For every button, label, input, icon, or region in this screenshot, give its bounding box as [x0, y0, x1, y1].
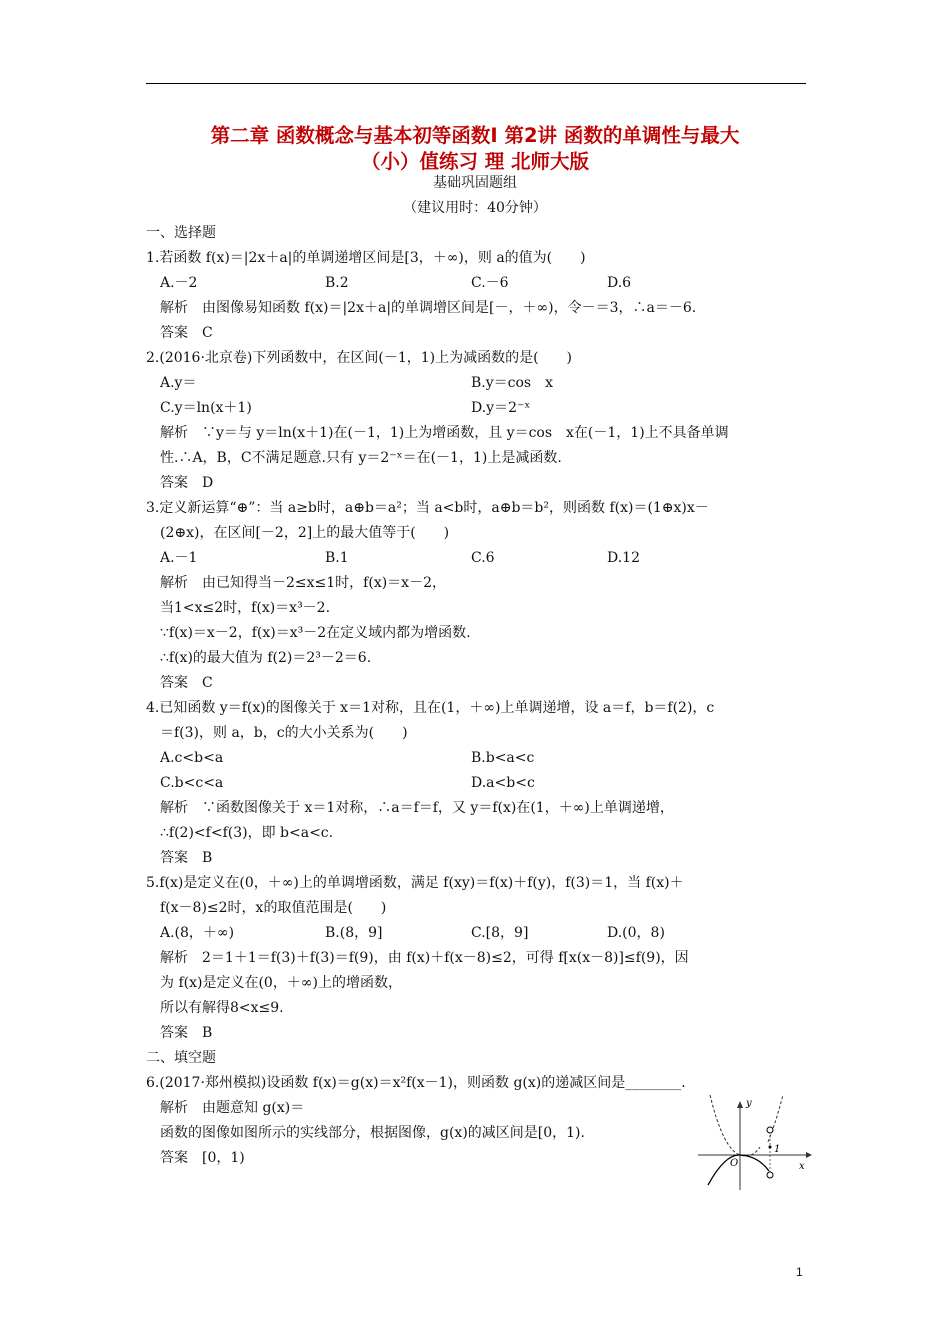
function-graph — [690, 1092, 815, 1192]
solution-text: 解析 ∵函数图像关于 x＝1对称，∴a＝f＝f，又 y＝f(x)在(1，＋∞)上单调递增， — [160, 800, 674, 816]
open-point — [767, 1127, 773, 1133]
page-number: 1 — [796, 1265, 803, 1279]
open-point — [767, 1172, 773, 1178]
question-text: 4.已知函数 y＝f(x)的图像关于 x＝1对称，且在(1，＋∞)上单调递增，设 a＝f，b＝f(2)，c — [146, 700, 715, 716]
option: A.c<b<a — [160, 750, 224, 766]
dashed-curve-right — [768, 1095, 783, 1142]
time-note: （建议用时：40分钟） — [403, 200, 547, 216]
option: D.a<b<c — [471, 775, 535, 791]
solution-text: 所以有解得8<x≤9. — [160, 1000, 284, 1016]
solid-curve — [708, 1155, 769, 1185]
x-axis-label: x — [799, 1161, 805, 1172]
closed-point — [769, 1146, 772, 1149]
option: C.[8，9] — [471, 925, 529, 941]
option: D.(0，8) — [607, 925, 665, 941]
dashed-curve-left — [710, 1095, 760, 1156]
question-text: f(x－8)≤2时，x的取值范围是( ) — [160, 900, 387, 916]
solution-text: ∴f(x)的最大值为 f(2)＝2³－2＝6. — [160, 650, 372, 666]
solution-text: 函数的图像如图所示的实线部分，根据图像，g(x)的减区间是[0，1). — [160, 1125, 585, 1141]
tick-label-1: 1 — [774, 1144, 781, 1155]
answer-text: 答案 B — [160, 850, 213, 866]
option: D.y＝2⁻ˣ — [471, 400, 531, 416]
section-heading: 二、填空题 — [146, 1050, 216, 1066]
question-text: 1.若函数 f(x)＝|2x＋a|的单调递增区间是[3，＋∞)，则 a的值为( ) — [146, 250, 586, 266]
solution-text: ∵f(x)＝x－2，f(x)＝x³－2在定义域内都为增函数. — [160, 625, 471, 641]
question-text: ＝f(3)，则 a，b，c的大小关系为( ) — [160, 725, 408, 741]
solution-text: ∴f(2)<f<f(3)，即 b<a<c. — [160, 825, 334, 841]
solution-text: 解析 ∵y＝与 y＝ln(x＋1)在(－1，1)上为增函数，且 y＝cos x在(－1，1)上不具备单调 — [160, 425, 729, 441]
answer-text: 答案 C — [160, 675, 213, 691]
option: D.6 — [607, 275, 632, 291]
y-axis-label: y — [746, 1098, 752, 1109]
question-text: 2.(2016·北京卷)下列函数中，在区间(－1，1)上为减函数的是( ) — [146, 350, 573, 366]
question-text: 3.定义新运算“⊕”：当 a≥b时，a⊕b＝a²；当 a<b时，a⊕b＝b²，则函数 f(x)＝(1⊕x)x－ — [146, 500, 709, 516]
solution-text: 解析 由题意知 g(x)＝ — [160, 1100, 305, 1116]
option: A.－1 — [160, 550, 198, 566]
option: B.(8，9] — [325, 925, 383, 941]
solution-text: 当1<x≤2时，f(x)＝x³－2. — [160, 600, 331, 616]
option: B.2 — [325, 275, 349, 291]
solution-text: 解析 由已知得当－2≤x≤1时，f(x)＝x－2， — [160, 575, 446, 591]
question-text: (2⊕x)，在区间[－2，2]上的最大值等于( ) — [160, 525, 450, 541]
x-arrow-icon — [806, 1152, 812, 1158]
solution-text: 解析 2＝1＋1＝f(3)＋f(3)＝f(9)，由 f(x)＋f(x－8)≤2，可得 f[x(x－8)]≤f(9)，因 — [160, 950, 689, 966]
solution-text: 为 f(x)是定义在(0，＋∞)上的增函数， — [160, 975, 402, 991]
option: B.y＝cos x — [471, 375, 553, 391]
answer-text: 答案 D — [160, 475, 214, 491]
question-text: 6.(2017·郑州模拟)设函数 f(x)＝g(x)＝x²f(x－1)，则函数 g(x)的递减区间是________. — [146, 1075, 686, 1091]
header-rule — [146, 83, 806, 84]
option: A.y＝ — [160, 375, 197, 391]
option: B.1 — [325, 550, 349, 566]
solution-text: 解析 由图像易知函数 f(x)＝|2x＋a|的单调增区间是[－，＋∞)，令－＝3，∴a＝－6. — [160, 300, 697, 316]
option: A.(8，＋∞) — [160, 925, 235, 941]
origin-label: O — [730, 1158, 739, 1169]
option: D.12 — [607, 550, 640, 566]
option: C.y＝ln(x＋1) — [160, 400, 252, 416]
section-subtitle: 基础巩固题组 — [433, 175, 517, 191]
answer-text: 答案 B — [160, 1025, 213, 1041]
option: B.b<a<c — [471, 750, 535, 766]
option: C.6 — [471, 550, 495, 566]
answer-text: 答案 [0，1) — [160, 1150, 245, 1166]
section-heading: 一、选择题 — [146, 225, 216, 241]
option: C.b<c<a — [160, 775, 224, 791]
solution-text: 性.∴A，B，C不满足题意.只有 y＝2⁻ˣ＝在(－1，1)上是减函数. — [160, 450, 562, 466]
question-text: 5.f(x)是定义在(0，＋∞)上的单调增函数，满足 f(xy)＝f(x)＋f(y)，f(3)＝1，当 f(x)＋ — [146, 875, 684, 891]
page-title-line2: （小）值练习 理 北师大版 — [360, 150, 590, 173]
page-title-line1: 第二章 函数概念与基本初等函数Ⅰ 第2讲 函数的单调性与最大 — [210, 124, 740, 147]
y-arrow-icon — [737, 1101, 743, 1108]
option: A.－2 — [160, 275, 198, 291]
answer-text: 答案 C — [160, 325, 213, 341]
option: C.－6 — [471, 275, 509, 291]
